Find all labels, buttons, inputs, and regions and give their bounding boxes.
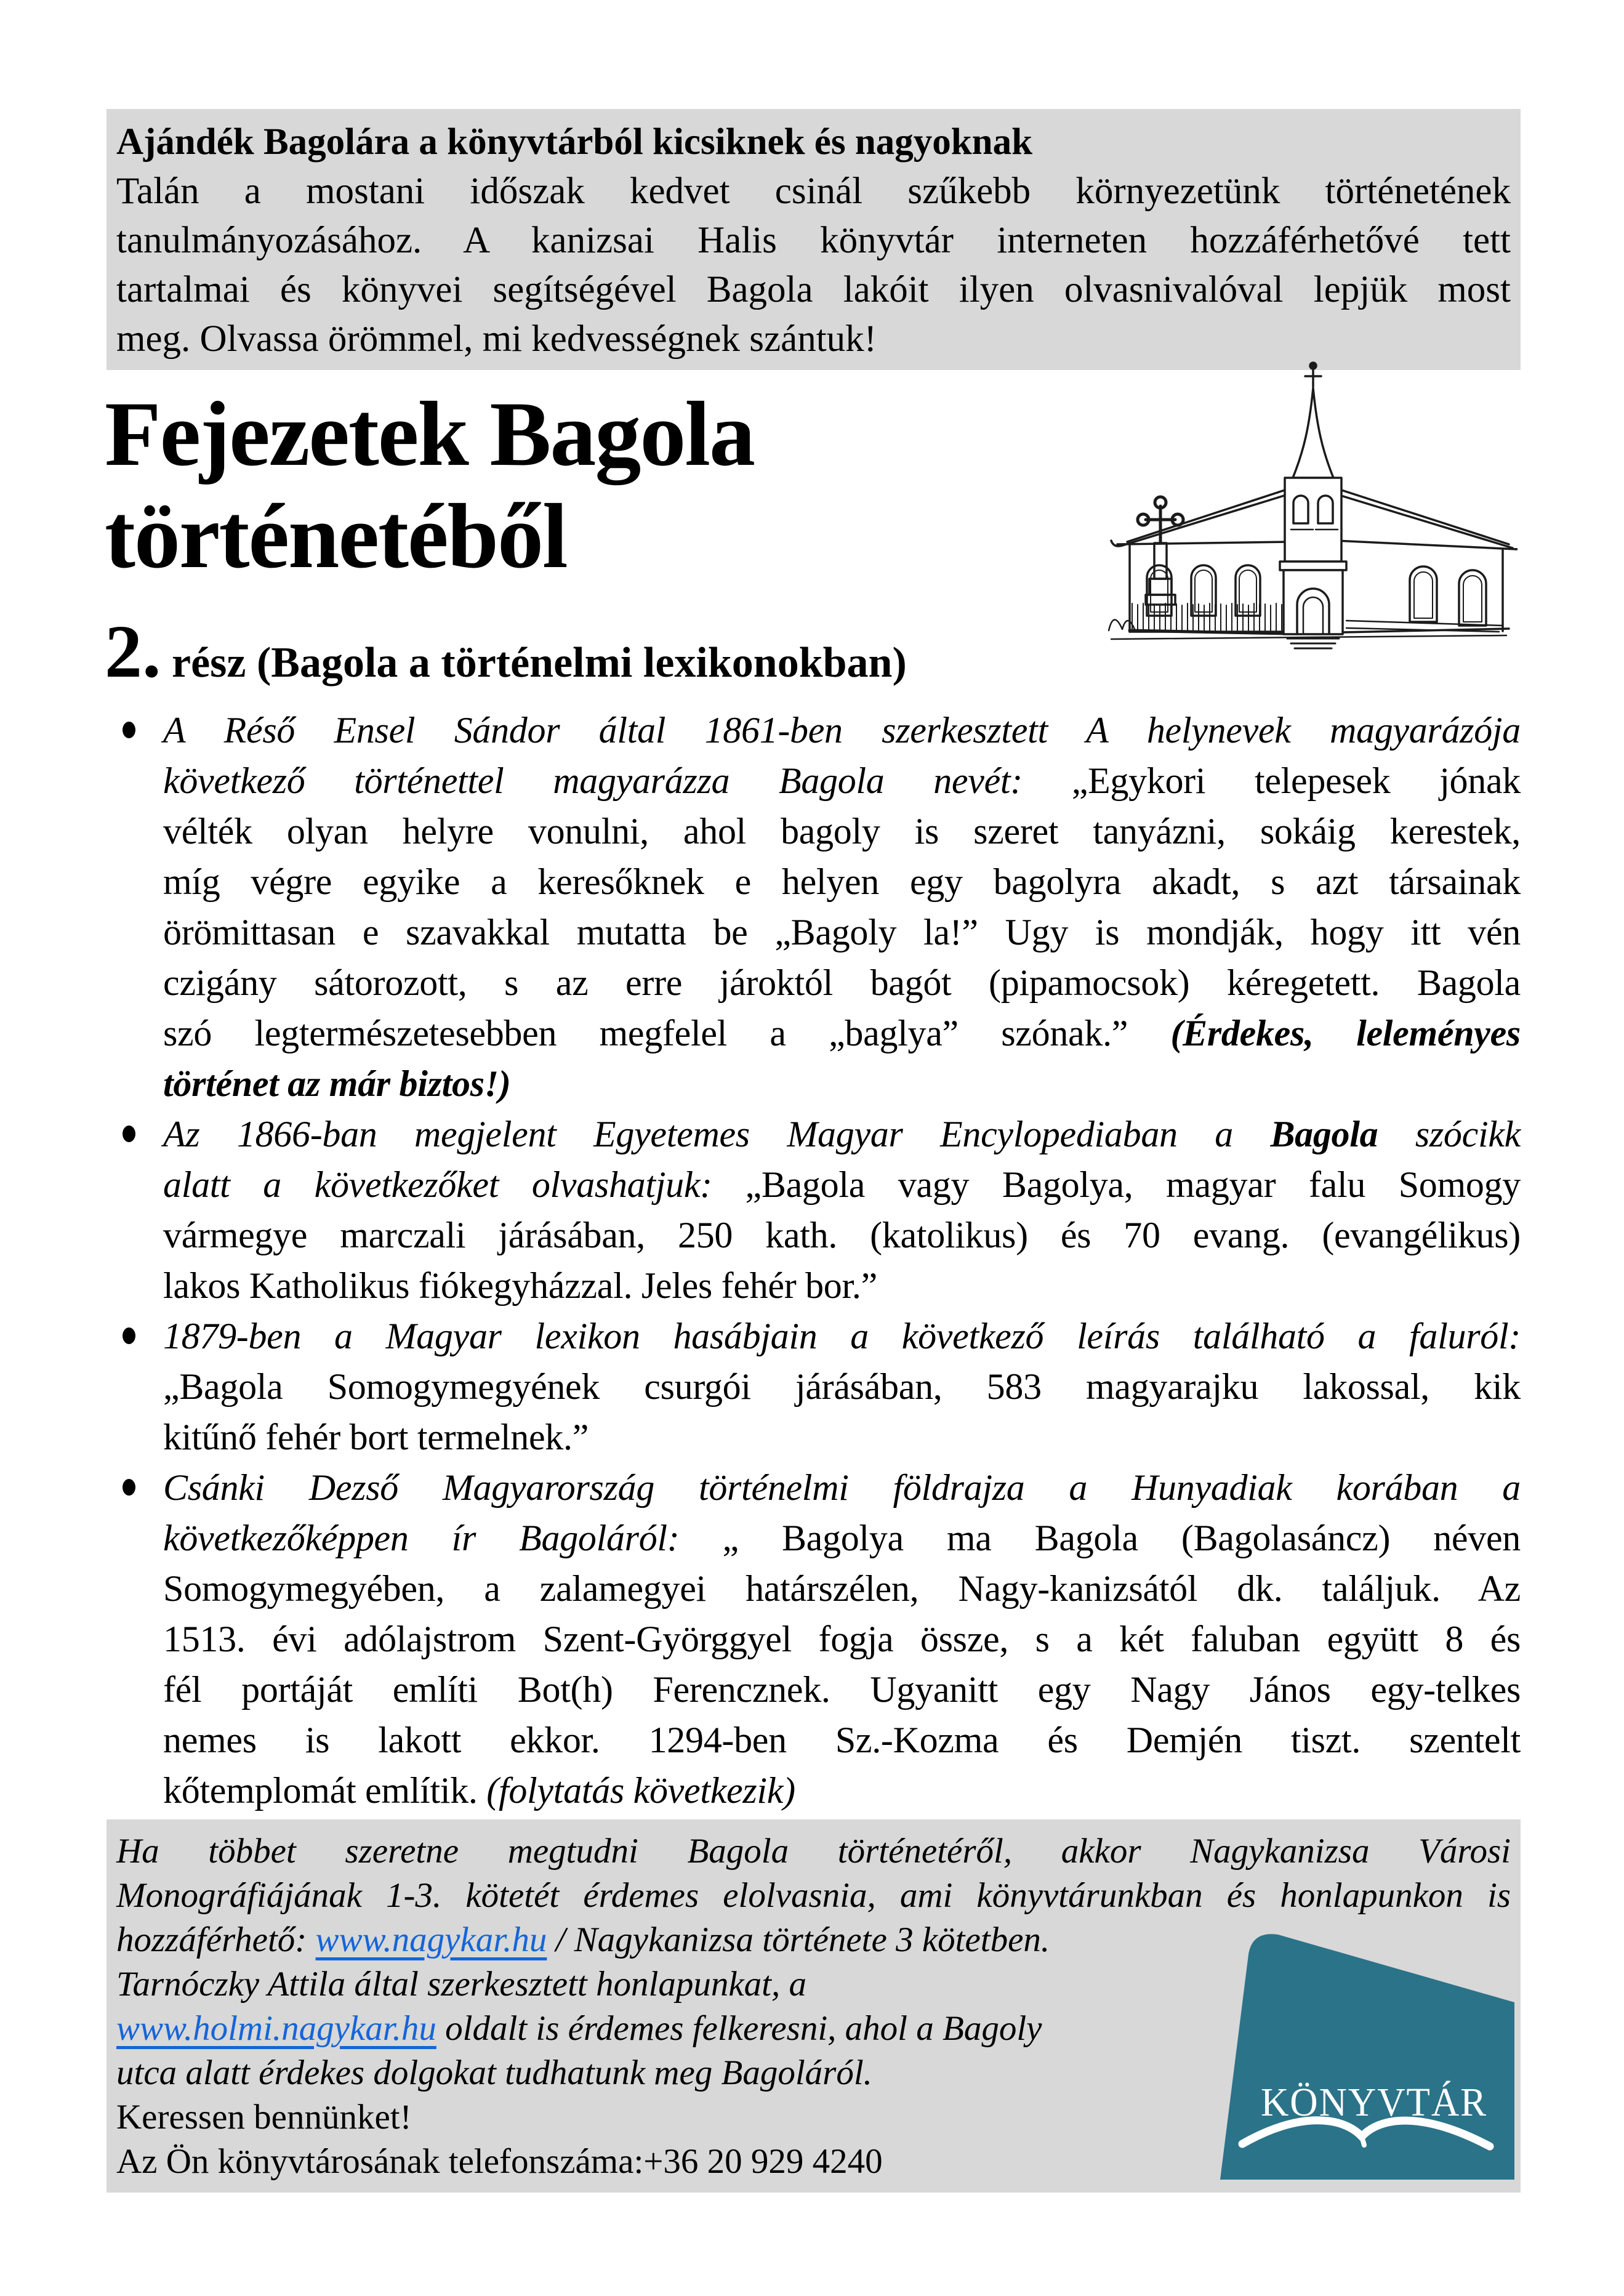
text-segment: oldalt is érdemes felkeresni, ahol a Bagoly <box>436 2009 1042 2048</box>
text-segment: következő történettel magyarázza Bagola nevét: <box>163 760 1072 801</box>
text-segment: Tarnóczky Attila által szerkesztett honlapunkat, a <box>116 1965 806 2004</box>
text-segment: fél portáját említi Bot(h) Ferencznek. Ugyanitt egy Nagy János egy-telkes <box>163 1669 1521 1710</box>
text-segment: A Réső Ensel Sándor által 1861-ben szerkesztett A helynevek magyarázója <box>163 710 1521 751</box>
text-line <box>163 1462 1521 1513</box>
text-segment: Csánki Dezső Magyarország történelmi földrajza a Hunyadiak korában a <box>163 1467 1521 1508</box>
text-segment: történet az már biztos!) <box>163 1063 511 1104</box>
text-segment: Monográfiájának 1-3. kötetét érdemes elolvasnia, ami könyvtárunkban és honlapunkon is <box>116 1876 1511 1915</box>
text-segment: meg. Olvassa örömmel, mi kedvességnek szántuk! <box>116 318 877 360</box>
bullet-text <box>163 1311 1521 1462</box>
bullet-text <box>163 1462 1521 1816</box>
text-line <box>116 216 1511 265</box>
text-segment: vélték olyan helyre vonulni, ahol bagoly is szeret tanyázni, sokáig kerestek, <box>163 811 1521 852</box>
text-segment: czigány sátorozott, s az erre jároktól bagót (pipamocsok) kéregetett. Bagola <box>163 962 1521 1003</box>
hyperlink[interactable]: www.holmi.nagykar.hu <box>116 2009 436 2048</box>
intro-title: Ajándék Bagolára a könyvtárból kicsiknek és nagyoknak <box>116 121 1033 163</box>
text-segment: kitűnő fehér bort termelnek.” <box>163 1417 589 1457</box>
text-line <box>163 1412 1521 1462</box>
text-line <box>163 705 1521 755</box>
text-segment: utca alatt érdekes dolgokat tudhatunk meg Bagoláról. <box>116 2053 872 2092</box>
library-logo <box>1199 1926 1514 2180</box>
section-subtitle <box>105 610 907 693</box>
bullet-item-encyclopedia-1866 <box>107 1109 1521 1311</box>
text-line <box>163 1058 1521 1109</box>
bullet-item-csanki-dezso <box>107 1462 1521 1816</box>
intro-box <box>107 109 1521 370</box>
text-line <box>163 1159 1521 1210</box>
section-number: 2. <box>105 610 161 693</box>
text-segment: „Egykori telepesek jónak <box>1071 760 1521 801</box>
bullet-item-magyar-lexikon-1879 <box>107 1311 1521 1462</box>
text-line <box>163 1210 1521 1260</box>
text-segment: (folytatás következik) <box>486 1770 795 1811</box>
text-segment: „ Bagolya ma Bagola (Bagolasáncz) néven <box>722 1518 1521 1558</box>
hyperlink[interactable]: www.nagykar.hu <box>315 1920 547 1959</box>
church-illustration <box>1068 357 1517 653</box>
text-line <box>163 1715 1521 1765</box>
page-title-line1: Fejezetek Bagola <box>105 383 755 485</box>
logo-background <box>1220 1934 1514 2180</box>
text-line <box>116 167 1511 216</box>
text-segment: „Bagola vagy Bagolya, magyar falu Somogy <box>745 1164 1521 1205</box>
text-line <box>163 1008 1521 1058</box>
text-segment: szó legtermészetesebben megfelel a „baglya” szónak.” <box>163 1013 1171 1053</box>
church-right-wing <box>1335 489 1517 632</box>
text-segment: Somogymegyében, a zalamegyei határszélen, Nagy-kanizsától dk. találjuk. Az <box>163 1568 1521 1609</box>
text-line <box>116 1829 1511 1874</box>
text-segment: szócikk <box>1378 1114 1521 1154</box>
lexicon-bullet-list <box>107 705 1521 1816</box>
text-line <box>163 1109 1521 1159</box>
fence-hatching <box>1132 603 1282 631</box>
text-segment: tartalmai és könyvei segítségével Bagola lakóit ilyen olvasnivalóval lepjük most <box>116 269 1511 310</box>
text-line <box>116 315 1511 364</box>
page-title-line2: történetéből <box>105 485 567 587</box>
text-segment: lakos Katholikus fiókegyházzal. Jeles fehér bor.” <box>163 1265 877 1306</box>
text-line <box>163 907 1521 957</box>
text-line <box>163 1260 1521 1311</box>
text-line <box>116 265 1511 315</box>
text-segment: / Nagykanizsa története 3 kötetben. <box>547 1920 1050 1959</box>
church-tower <box>1280 363 1346 648</box>
text-segment: Talán a mostani időszak kedvet csinál szűkebb környezetünk történetének <box>116 171 1511 212</box>
text-line <box>116 1874 1511 1918</box>
section-subtitle-text: rész (Bagola a történelmi lexikonokban) <box>161 639 907 687</box>
text-segment: Keressen bennünket! <box>116 2098 412 2137</box>
text-line <box>163 1614 1521 1664</box>
text-line <box>163 755 1521 806</box>
page-title <box>105 383 1028 587</box>
text-segment: alatt a következőket olvashatjuk: <box>163 1164 746 1205</box>
text-line <box>163 957 1521 1008</box>
text-segment: (Érdekes, leleményes <box>1170 1013 1521 1053</box>
text-segment: Ha többet szeretne megtudni Bagola történetéről, akkor Nagykanizsa Városi <box>116 1832 1511 1871</box>
text-segment: kőtemplomát említik. <box>163 1770 487 1811</box>
text-segment: hozzáférhető: <box>116 1920 316 1959</box>
text-segment: Az Ön könyvtárosának telefonszáma:+36 20 929 4240 <box>116 2142 883 2181</box>
church-left-wing <box>1111 489 1290 634</box>
text-segment: Az 1866-ban megjelent Egyetemes Magyar Encylopediaban a <box>163 1114 1271 1154</box>
bullet-text <box>163 705 1521 1109</box>
text-segment: 1513. évi adólajstrom Szent-Györggyel fogja össze, s a két faluban együtt 8 és <box>163 1619 1521 1659</box>
text-line <box>163 1664 1521 1715</box>
text-line <box>163 1361 1521 1412</box>
text-segment: Bagola <box>1270 1114 1378 1154</box>
bullet-item-reso-ensel <box>107 705 1521 1109</box>
text-segment: 1879-ben a Magyar lexikon hasábjain a következő leírás található a faluról: <box>163 1316 1521 1356</box>
text-line <box>163 1765 1521 1816</box>
text-line <box>163 1513 1521 1563</box>
text-line <box>163 856 1521 907</box>
text-segment: vármegye marczali járásában, 250 kath. (katolikus) és 70 evang. (evangélikus) <box>163 1215 1521 1255</box>
text-segment: míg végre egyike a keresőknek e helyen egy bagolyra akadt, s azt társainak <box>163 861 1521 902</box>
text-line <box>163 1311 1521 1361</box>
cross-monument <box>1138 497 1183 605</box>
logo-wordmark: KÖNYVTÁR <box>1261 2080 1487 2125</box>
text-line <box>163 806 1521 856</box>
bullet-text <box>163 1109 1521 1311</box>
text-segment: következőképpen ír Bagoláról: <box>163 1518 723 1558</box>
text-segment: örömittasan e szavakkal mutatta be „Bagoly la!” Ugy is mondják, hogy itt vén <box>163 912 1521 953</box>
intro-body <box>116 167 1511 364</box>
text-segment: „Bagola Somogymegyének csurgói járásában, 583 magyarajku lakossal, kik <box>163 1366 1521 1407</box>
text-segment: nemes is lakott ekkor. 1294-ben Sz.-Kozma és Demjén tiszt. szentelt <box>163 1720 1521 1760</box>
text-segment: tanulmányozásához. A kanizsai Halis könyvtár interneten hozzáférhetővé tett <box>116 220 1511 261</box>
text-line <box>163 1563 1521 1614</box>
